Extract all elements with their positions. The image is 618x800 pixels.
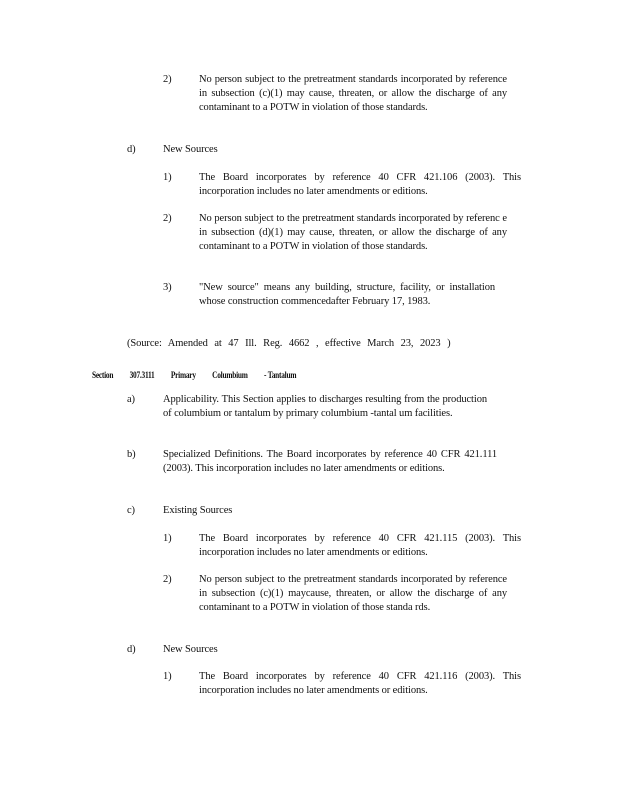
item-label: 2) <box>163 213 172 224</box>
item-text: No person subject to the pretreatment standards incorporated by reference in subsection (c)(1) may cause, threaten, or allow the discharge of any contaminant to a POTW in violation of those standards. <box>199 74 507 113</box>
section-heading <box>92 368 311 382</box>
subsection-text: Applicability. This Section applies to discharges resulting from the production of columbium or tantalum by primary columbium -tantal um facilities. <box>163 394 487 419</box>
section-word: Section <box>92 370 114 380</box>
item-text: The Board incorporates by reference 40 CFR 421.106 (2003). This incorporation includes no later amendments or editions. <box>199 172 521 197</box>
subsection-text: Specialized Definitions. The Board incorporates by reference 40 CFR 421.111 (2003). This incorporation includes no later amendments or editions. <box>163 449 497 474</box>
item-text: The Board incorporates by reference 40 CFR 421.116 (2003). This incorporation includes no later amendments or editions. <box>199 671 521 696</box>
item-label: 2) <box>163 574 172 585</box>
subsection-title: New Sources <box>163 144 218 155</box>
subsection-label: c) <box>127 505 135 516</box>
item-text: No person subject to the pretreatment standards incorporated by referenc e in subsection (d)(1) may cause, threaten, or allow the discharge of any contaminant to a POTW in violation of those standards. <box>199 213 507 252</box>
source-note: (Source: Amended at 47 Ill. Reg. 4662 , effective March 23, 2023 ) <box>127 338 451 349</box>
subsection-label: b) <box>127 449 136 460</box>
subsection-label: d) <box>127 144 136 155</box>
item-label: 2) <box>163 74 172 85</box>
item-text: The Board incorporates by reference 40 CFR 421.115 (2003). This incorporation includes no later amendments or editions. <box>199 533 521 558</box>
subsection-title: New Sources <box>163 644 218 655</box>
item-text: "New source" means any building, structure, facility, or installation whose construction commencedafter February 17, 1983. <box>199 282 495 307</box>
item-label: 3) <box>163 282 172 293</box>
item-text: No person subject to the pretreatment standards incorporated by reference in subsection (c)(1) maycause, threaten, or allow the discharge of any contaminant to a POTW in violation of those standa rds. <box>199 574 507 613</box>
subsection-label: a) <box>127 394 135 405</box>
section-title-part: Primary <box>170 370 196 380</box>
subsection-title: Existing Sources <box>163 505 233 516</box>
item-label: 1) <box>163 172 172 183</box>
subsection-label: d) <box>127 644 136 655</box>
item-label: 1) <box>163 533 172 544</box>
item-label: 1) <box>163 671 172 682</box>
section-title-part: Columbium <box>212 370 248 380</box>
section-title-part: - Tantalum <box>264 370 297 380</box>
section-number: 307.3111 <box>129 370 155 380</box>
